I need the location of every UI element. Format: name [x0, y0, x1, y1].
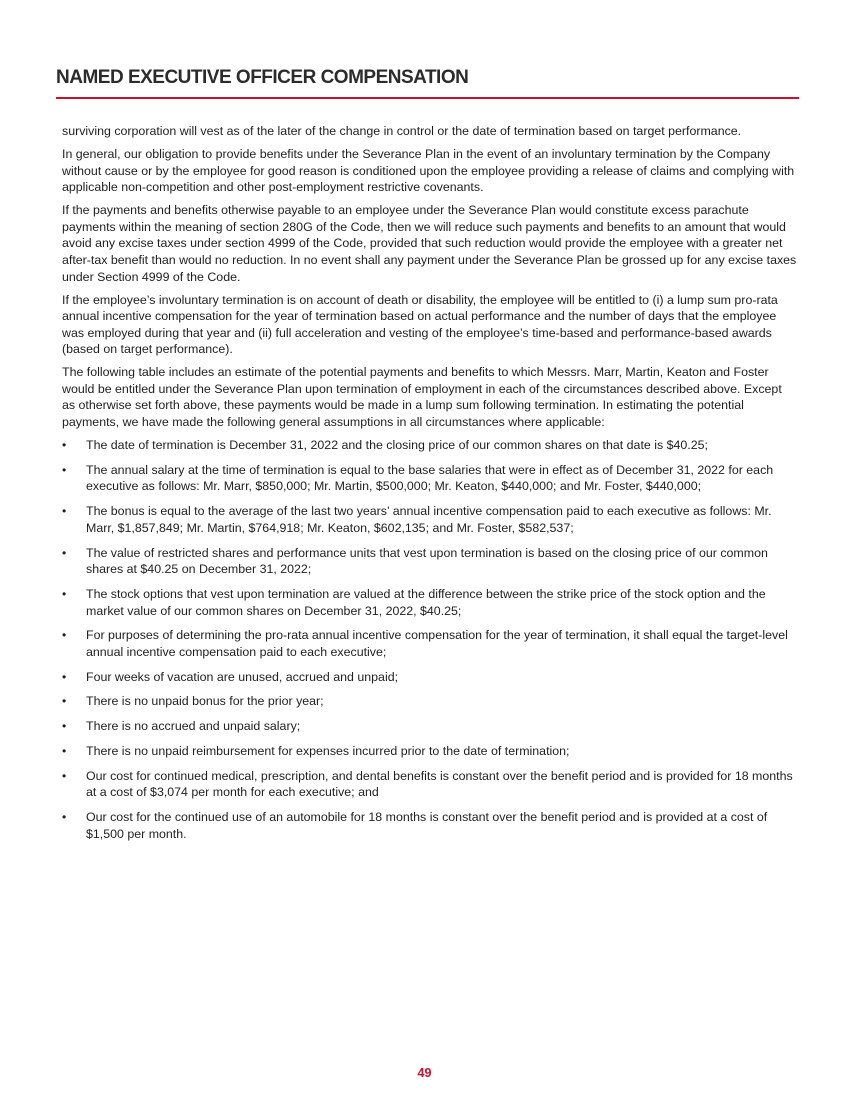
list-item	[62, 743, 797, 760]
bullet-icon: •	[62, 504, 67, 519]
paragraph-death-disability: If the employee’s involuntary termination is on account of death or disability, the employee will be entitled to (i) a lump sum pro-rata annual incentive compensation for the year of termination based on actual performance and the number of days that the employee was employed during that year and (ii) full acceleration and vesting of the employee’s time-based and performance-based awards (based on target performance).	[62, 292, 778, 357]
list-item-text: The annual salary at the time of termination is equal to the base salaries that were in effect as of December 31, 2022 for each executive as follows: Mr. Marr, $850,000; Mr. Martin, $500,000; Mr. Keaton, $440,000; and Mr. Foster, $440,000;	[86, 462, 774, 494]
list-item-text: Four weeks of vacation are unused, accrued and unpaid;	[86, 669, 399, 684]
title-divider	[56, 97, 799, 99]
list-item-text: The date of termination is December 31, 2022 and the closing price of our common shares on that date is $40.25;	[86, 438, 708, 453]
list-item	[62, 693, 797, 710]
list-item-text: The bonus is equal to the average of the last two years’ annual incentive compensation paid to each executive as follows: Mr. Marr, $1,857,849; Mr. Martin, $764,918; Mr. Keaton, $602,135; and Mr. Foster, $582,537;	[86, 504, 772, 535]
bullet-icon: •	[62, 810, 67, 825]
list-item-text: There is no unpaid reimbursement for expenses incurred prior to the date of termination;	[86, 744, 570, 759]
list-item-text: Our cost for the continued use of an automobile for 18 months is constant over the benefit period and is provided at a cost of $1,500 per month.	[86, 810, 768, 841]
bullet-icon: •	[62, 462, 67, 477]
bullet-icon: •	[62, 694, 67, 709]
assumptions-list	[62, 437, 797, 842]
list-item	[62, 669, 797, 686]
paragraph-vesting-continuation: surviving corporation will vest as of the later of the change in control or the date of termination based on target performance.	[62, 124, 742, 138]
list-item	[62, 586, 797, 619]
bullet-icon: •	[62, 628, 67, 643]
document-body	[62, 123, 797, 851]
list-item	[62, 462, 797, 495]
list-item	[62, 718, 797, 735]
bullet-icon: •	[62, 586, 67, 601]
list-item	[62, 545, 797, 578]
page-number: 49	[417, 1066, 432, 1080]
paragraph-release-of-claims: In general, our obligation to provide benefits under the Severance Plan in the event of an involuntary termination by the Company without cause or by the employee for good reason is conditioned upon the employee providing a release of claims and complying with applicable non-competition and other post-employment restrictive covenants.	[62, 146, 795, 195]
list-item-text: There is no accrued and unpaid salary;	[86, 719, 301, 734]
paragraph-excise-tax: If the payments and benefits otherwise payable to an employee under the Severance Plan would constitute excess parachute payments within the meaning of section 280G of the Code, then we will reduce such payments and benefits to an amount that would avoid any excise taxes under section 4999 of the Code, provided that such reduction would provide the employee with a greater net after-tax benefit than would no reduction. In no event shall any payment under the Severance Plan be grossed up for any excise taxes under Section 4999 of the Code.	[62, 203, 797, 284]
list-item-text: For purposes of determining the pro-rata annual incentive compensation for the year of termination, it shall equal the target-level annual incentive compensation paid to each executive;	[86, 628, 788, 659]
bullet-icon: •	[62, 768, 67, 783]
bullet-icon: •	[62, 669, 67, 684]
bullet-icon: •	[62, 719, 67, 734]
section-title: NAMED EXECUTIVE OFFICER COMPENSATION	[56, 67, 469, 88]
bullet-icon: •	[62, 744, 67, 759]
paragraph-table-intro: The following table includes an estimate of the potential payments and benefits to which Messrs. Marr, Martin, Keaton and Foster would be entitled under the Severance Plan upon termination of employment in each of the circumstances described above. Except as otherwise set forth above, these payments would be made in a lump sum following termination. In estimating the potential payments, we have made the following general assumptions in all circumstances where applicable:	[62, 365, 782, 430]
list-item-text: Our cost for continued medical, prescription, and dental benefits is constant over the benefit period and is provided for 18 months at a cost of $3,074 per month for each executive; and	[86, 768, 793, 800]
list-item	[62, 768, 797, 801]
list-item	[62, 437, 797, 454]
bullet-icon: •	[62, 438, 67, 453]
list-item	[62, 809, 797, 842]
list-item	[62, 503, 797, 536]
bullet-icon: •	[62, 545, 67, 560]
list-item-text: The value of restricted shares and performance units that vest upon termination is based on the closing price of our common shares at $40.25 on December 31, 2022;	[86, 545, 768, 577]
page-header	[56, 66, 799, 99]
list-item	[62, 627, 797, 660]
list-item-text: The stock options that vest upon termination are valued at the difference between the strike price of the stock option and the market value of our common shares on December 31, 2022, $40.25;	[86, 586, 766, 618]
list-item-text: There is no unpaid bonus for the prior year;	[86, 694, 324, 709]
